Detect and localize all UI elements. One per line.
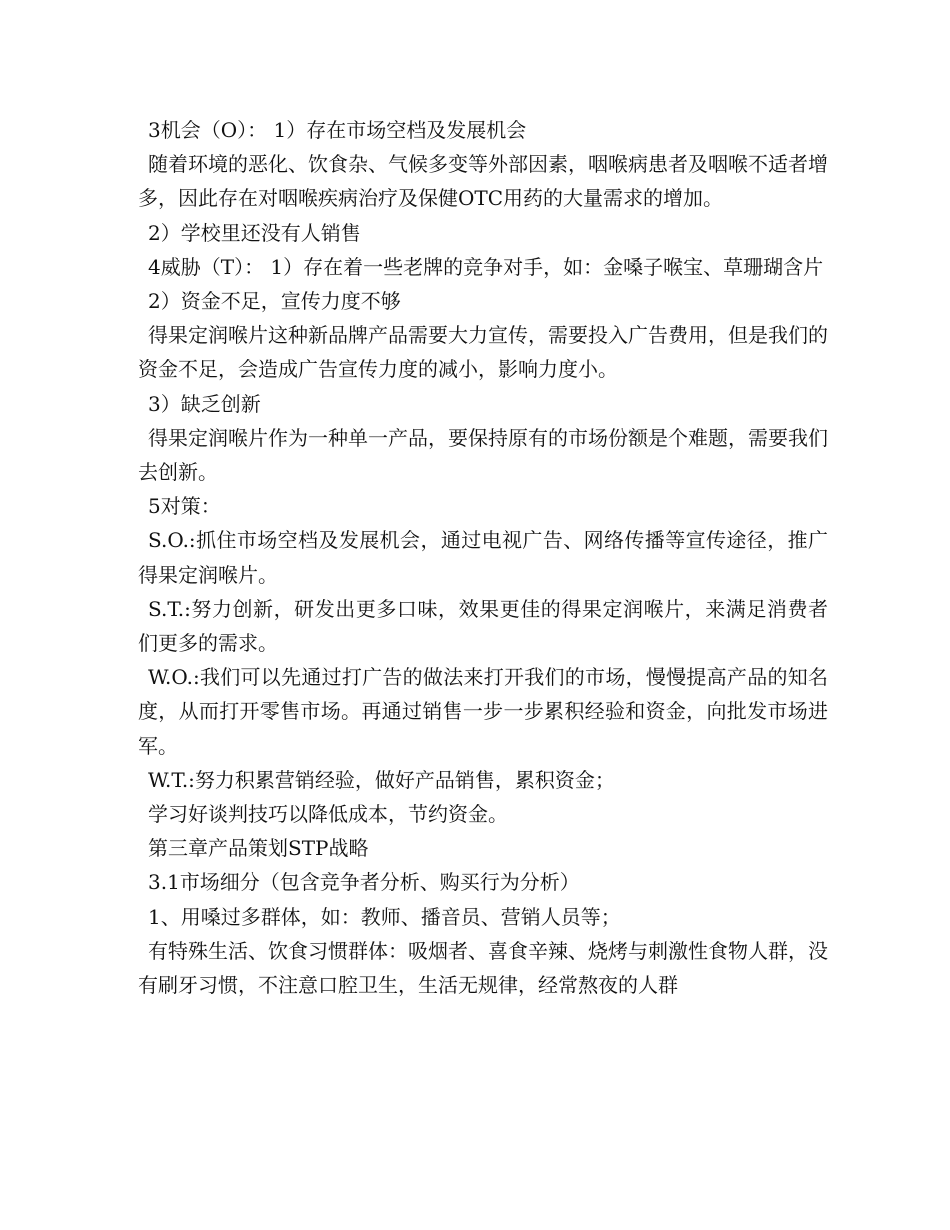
paragraph-segment-lifestyle-groups: 有特殊生活、饮食习惯群体：吸烟者、喜食辛辣、烧烤与刺激性食物人群，没有刷牙习惯，不注意口腔卫生，生活无规律，经常熬夜的人群 [138,938,828,998]
paragraph-threat-funding: 2）资金不足，宣传力度不够 [148,289,401,314]
paragraph-opportunity-school: 2）学校里还没有人销售 [148,220,361,245]
paragraph-strategy-wt: W.T.:努力积累营销经验，做好产品销售，累积资金； [148,767,615,792]
paragraph-threat-heading: 4威胁（T）： 1）存在着一些老牌的竞争对手，如：金嗓子喉宝、草珊瑚含片 [148,254,824,279]
paragraph-opportunity-heading: 3机会（O）： 1）存在市场空档及发展机会 [148,118,527,142]
paragraph-strategy-wo: W.O.:我们可以先通过打广告的做法来打开我们的市场，慢慢提高产品的知名度，从而打开零售市场。再通过销售一步一步累积经验和资金，向批发市场进军。 [138,665,828,758]
paragraph-strategy-wt-negotiation: 学习好谈判技巧以降低成本，节约资金。 [148,802,508,827]
paragraph-strategy-st: S.T.:努力创新，研发出更多口味，效果更佳的得果定润喉片，来满足消费者们更多的需求。 [138,596,828,656]
paragraph-threat-innovation: 3）缺乏创新 [148,391,261,416]
paragraph-opportunity-detail: 随着环境的恶化、饮食杂、气候多变等外部因素，咽喉病患者及咽喉不适者增多，因此存在对咽喉疾病治疗及保健OTC用药的大量需求的增加。 [138,152,828,211]
paragraph-section-market-segmentation: 3.1市场细分（包含竞争者分析、购买行为分析） [148,870,580,895]
paragraph-threat-funding-detail: 得果定润喉片这种新品牌产品需要大力宣传，需要投入广告费用，但是我们的资金不足，会造成广告宣传力度的减小，影响力度小。 [138,323,828,382]
paragraph-strategy-so: S.O.:抓住市场空档及发展机会，通过电视广告、网络传播等宣传途径，推广得果定润喉片。 [138,528,828,587]
paragraph-segment-voice-users: 1、用嗓过多群体，如：教师、播音员、营销人员等； [148,904,621,929]
paragraph-chapter-three-title: 第三章产品策划STP战略 [148,836,369,861]
paragraph-threat-innovation-detail: 得果定润喉片作为一种单一产品，要保持原有的市场份额是个难题，需要我们去创新。 [138,425,828,485]
document-body [138,113,828,1002]
paragraph-strategy-heading: 5对策： [148,494,221,519]
